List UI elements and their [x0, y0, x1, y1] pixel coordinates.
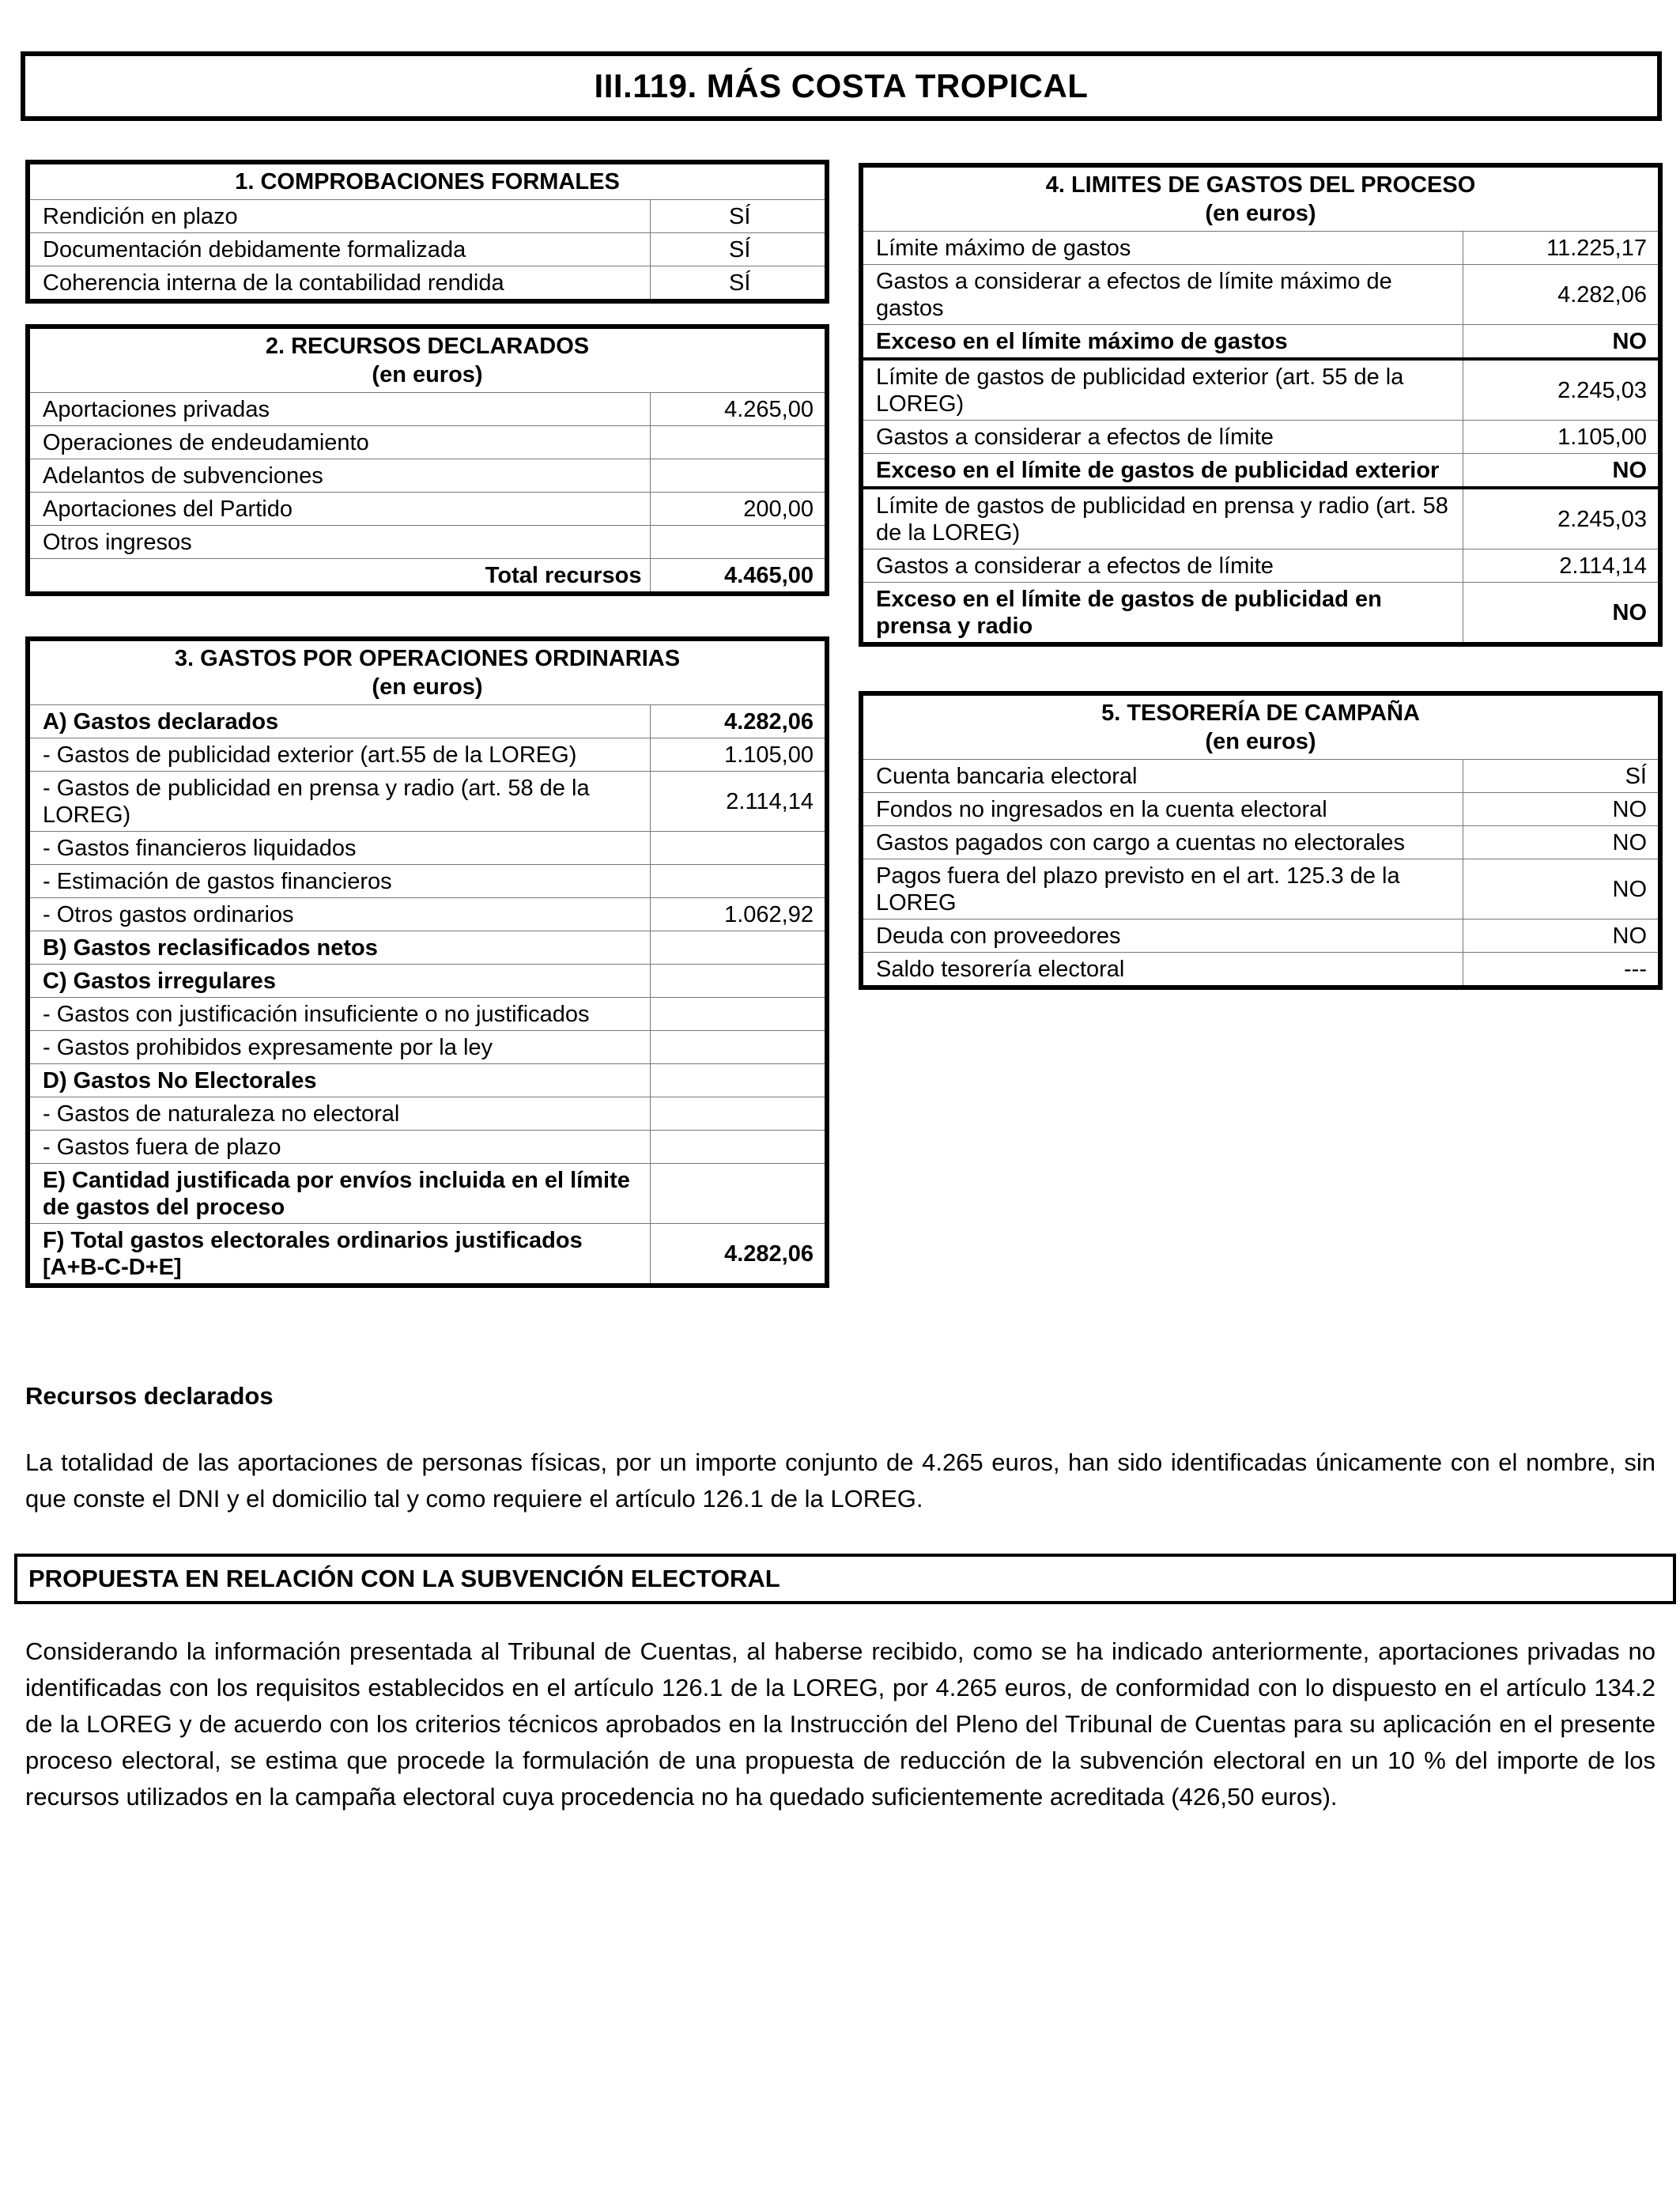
row-label: Cuenta bancaria electoral — [863, 760, 1463, 793]
table-row — [863, 549, 1658, 583]
row-label: Pagos fuera del plazo previsto en el art. 125.3 de la LOREG — [863, 859, 1463, 920]
table-header: 1. COMPROBACIONES FORMALES — [30, 164, 825, 200]
row-value: 11.225,17 — [1463, 232, 1658, 265]
table-row — [30, 393, 825, 426]
row-value: 4.265,00 — [650, 393, 825, 426]
row-value: --- — [1463, 953, 1658, 986]
recursos-heading: Recursos declarados — [25, 1382, 274, 1410]
row-value — [650, 965, 825, 998]
row-value: NO — [1463, 859, 1658, 920]
table-row — [863, 793, 1658, 826]
row-label: Exceso en el límite de gastos de publicidad exterior — [863, 454, 1463, 489]
table-row — [30, 493, 825, 526]
row-value: 2.245,03 — [1463, 488, 1658, 549]
row-label: - Gastos de publicidad en prensa y radio (art. 58 de la LOREG) — [30, 772, 650, 832]
row-value: NO — [1463, 826, 1658, 859]
row-value — [650, 1064, 825, 1097]
row-label: Límite de gastos de publicidad en prensa y radio (art. 58 de la LOREG) — [863, 488, 1463, 549]
table-row — [863, 953, 1658, 986]
table-recursos-declarados — [25, 324, 829, 596]
table-row — [30, 998, 825, 1031]
propuesta-paragraph: Considerando la información presentada al Tribunal de Cuentas, al haberse recibido, como se ha indicado anteriormente, aportaciones privadas no identificadas con los requisitos establecidos en el artículo 126.1 de la LOREG, por 4.265 euros, de conformidad con lo dispuesto en el artículo 134.2 de la LOREG y de acuerdo con los criterios técnicos aprobados en la Instrucción del Pleno del Tribunal de Cuentas para su aplicación en el presente proceso electoral, se estima que procede la formulación de una propuesta de reducción de la subvención electoral en un 10 % del importe de los recursos utilizados en la campaña electoral cuya procedencia no ha quedado suficientemente acreditada (426,50 euros). — [25, 1637, 1655, 1811]
row-value: NO — [1463, 325, 1658, 360]
row-value: 4.282,06 — [650, 705, 825, 738]
row-label: Aportaciones del Partido — [30, 493, 650, 526]
table-row — [863, 325, 1658, 360]
row-label: - Gastos con justificación insuficiente o no justificados — [30, 998, 650, 1031]
table-row — [30, 772, 825, 832]
table-header-title: 2. RECURSOS DECLARADOS — [265, 334, 590, 359]
row-value: 1.062,92 — [650, 898, 825, 931]
recursos-paragraph: La totalidad de las aportaciones de personas físicas, por un importe conjunto de 4.265 euros, han sido identificadas únicamente con el nombre, sin que conste el DNI y el domicilio tal y como requiere el artículo 126.1 de la LOREG. — [25, 1448, 1655, 1512]
row-value: 4.282,06 — [650, 1224, 825, 1284]
row-value: 1.105,00 — [1463, 421, 1658, 454]
row-label: - Gastos prohibidos expresamente por la ley — [30, 1031, 650, 1064]
table-comprobaciones-formales — [25, 160, 829, 304]
row-label: - Gastos fuera de plazo — [30, 1131, 650, 1164]
table-row — [30, 931, 825, 965]
row-value — [650, 998, 825, 1031]
document-title-box — [21, 51, 1662, 121]
row-label: Coherencia interna de la contabilidad rendida — [30, 266, 650, 300]
table-row — [30, 832, 825, 865]
row-value: NO — [1463, 454, 1658, 489]
table-header-unit: (en euros) — [372, 674, 483, 700]
row-value: 1.105,00 — [650, 738, 825, 772]
row-value — [650, 832, 825, 865]
row-label: - Estimación de gastos financieros — [30, 865, 650, 898]
row-label: Adelantos de subvenciones — [30, 459, 650, 493]
row-value — [650, 1031, 825, 1064]
table-row — [30, 965, 825, 998]
row-value: 2.114,14 — [1463, 549, 1658, 583]
row-label: Fondos no ingresados en la cuenta electoral — [863, 793, 1463, 826]
table-row — [30, 1164, 825, 1224]
table-row — [30, 738, 825, 772]
row-value — [650, 1097, 825, 1131]
row-label: Gastos pagados con cargo a cuentas no electorales — [863, 826, 1463, 859]
table-header — [30, 641, 825, 705]
row-value: 2.114,14 — [650, 772, 825, 832]
row-value: SÍ — [650, 266, 825, 300]
row-label: Rendición en plazo — [30, 200, 650, 233]
row-label: - Gastos de publicidad exterior (art.55 de la LOREG) — [30, 738, 650, 772]
row-label: Exceso en el límite máximo de gastos — [863, 325, 1463, 360]
table-header — [30, 329, 825, 393]
table-row — [30, 1097, 825, 1131]
row-value: SÍ — [650, 233, 825, 266]
table-total-row — [30, 559, 825, 592]
table-row — [30, 200, 825, 233]
table-header-unit: (en euros) — [372, 362, 483, 387]
row-label: - Gastos financieros liquidados — [30, 832, 650, 865]
total-value: 4.465,00 — [650, 559, 825, 592]
row-label: E) Cantidad justificada por envíos incluida en el límite de gastos del proceso — [30, 1164, 650, 1224]
row-label: - Otros gastos ordinarios — [30, 898, 650, 931]
row-label: Operaciones de endeudamiento — [30, 426, 650, 459]
row-value: SÍ — [1463, 760, 1658, 793]
table-row — [30, 1224, 825, 1284]
table-row — [30, 1031, 825, 1064]
table-gastos-operaciones-ordinarias — [25, 636, 829, 1288]
row-label: F) Total gastos electorales ordinarios justificados [A+B-C-D+E] — [30, 1224, 650, 1284]
table-row — [30, 459, 825, 493]
table-row — [30, 705, 825, 738]
table-tesoreria-campana — [859, 691, 1663, 990]
row-label: Aportaciones privadas — [30, 393, 650, 426]
row-label: Exceso en el límite de gastos de publicidad en prensa y radio — [863, 583, 1463, 643]
row-value: 4.282,06 — [1463, 265, 1658, 325]
row-label: Deuda con proveedores — [863, 920, 1463, 953]
table-row — [863, 920, 1658, 953]
table-row — [863, 359, 1658, 421]
row-label: Gastos a considerar a efectos de límite — [863, 421, 1463, 454]
table-row — [30, 266, 825, 300]
table-row — [863, 421, 1658, 454]
row-value — [650, 1131, 825, 1164]
row-label: Límite máximo de gastos — [863, 232, 1463, 265]
table-row — [30, 1131, 825, 1164]
table-row — [863, 454, 1658, 489]
table-row — [863, 488, 1658, 549]
table-header-title: 3. GASTOS POR OPERACIONES ORDINARIAS — [174, 646, 681, 671]
table-header-unit: (en euros) — [1205, 201, 1316, 226]
row-value: 2.245,03 — [1463, 359, 1658, 421]
row-value: SÍ — [650, 200, 825, 233]
row-value: NO — [1463, 920, 1658, 953]
row-value: 200,00 — [650, 493, 825, 526]
row-value — [650, 865, 825, 898]
row-label: Gastos a considerar a efectos de límite máximo de gastos — [863, 265, 1463, 325]
table-limites-gastos — [859, 163, 1663, 647]
row-value: NO — [1463, 583, 1658, 643]
table-row — [863, 583, 1658, 643]
propuesta-heading-box — [14, 1554, 1676, 1604]
row-label: Documentación debidamente formalizada — [30, 233, 650, 266]
table-row — [30, 865, 825, 898]
table-row — [30, 526, 825, 559]
row-label: B) Gastos reclasificados netos — [30, 931, 650, 965]
propuesta-heading: PROPUESTA EN RELACIÓN CON LA SUBVENCIÓN ELECTORAL — [28, 1565, 780, 1592]
row-value — [650, 526, 825, 559]
table-header-title: 4. LIMITES DE GASTOS DEL PROCESO — [1045, 172, 1476, 198]
table-row — [30, 233, 825, 266]
table-row — [863, 232, 1658, 265]
row-label: C) Gastos irregulares — [30, 965, 650, 998]
table-row — [863, 826, 1658, 859]
table-row — [863, 859, 1658, 920]
row-label: Saldo tesorería electoral — [863, 953, 1463, 986]
row-label: D) Gastos No Electorales — [30, 1064, 650, 1097]
table-row — [863, 265, 1658, 325]
row-value — [650, 459, 825, 493]
document-title: III.119. MÁS COSTA TROPICAL — [594, 67, 1089, 104]
row-value — [650, 1164, 825, 1224]
table-row — [863, 760, 1658, 793]
total-label: Total recursos — [30, 559, 650, 592]
table-header — [863, 168, 1658, 232]
row-label: Otros ingresos — [30, 526, 650, 559]
row-label: - Gastos de naturaleza no electoral — [30, 1097, 650, 1131]
table-header — [863, 696, 1658, 760]
table-header-title: 5. TESORERÍA DE CAMPAÑA — [1101, 700, 1420, 726]
row-value: NO — [1463, 793, 1658, 826]
row-label: Límite de gastos de publicidad exterior (art. 55 de la LOREG) — [863, 359, 1463, 421]
row-value — [650, 931, 825, 965]
table-header-unit: (en euros) — [1205, 729, 1316, 754]
table-row — [30, 426, 825, 459]
table-row — [30, 898, 825, 931]
table-row — [30, 1064, 825, 1097]
row-label: A) Gastos declarados — [30, 705, 650, 738]
row-label: Gastos a considerar a efectos de límite — [863, 549, 1463, 583]
row-value — [650, 426, 825, 459]
